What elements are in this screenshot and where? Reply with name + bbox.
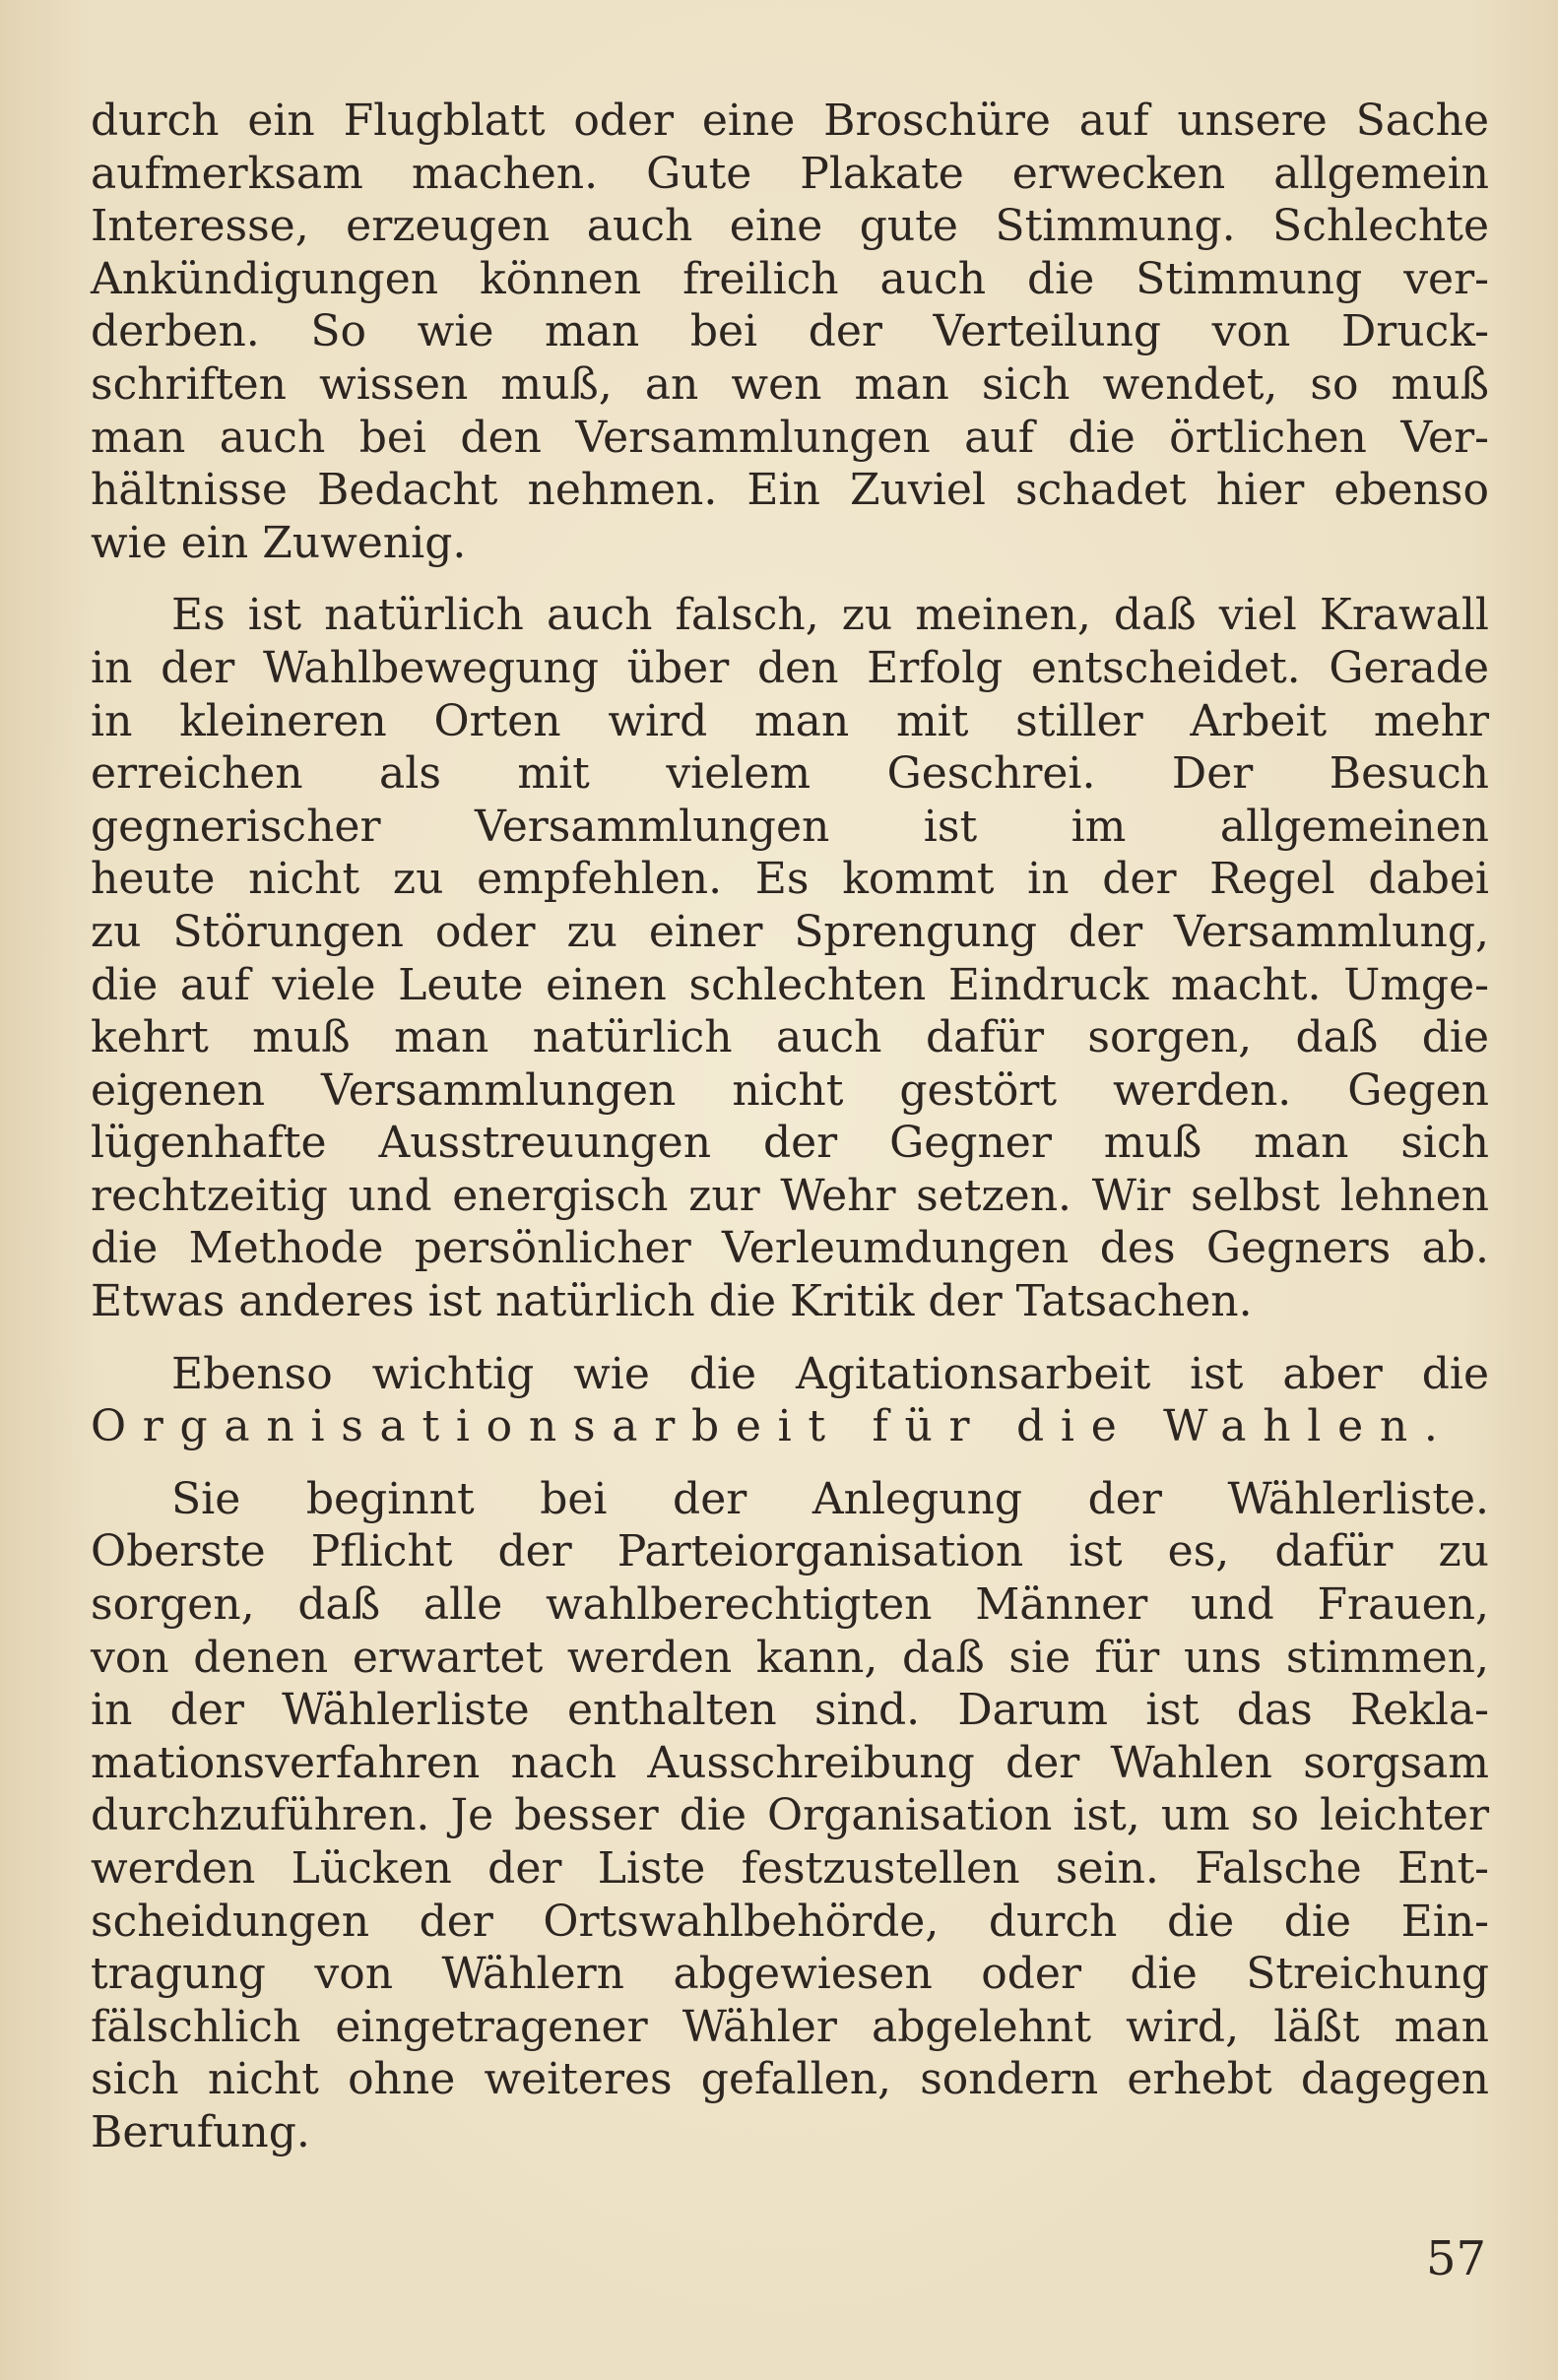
text-line: Interesse, erzeugen auch eine gute Stimmung. Schlechte — [91, 201, 1489, 252]
text-line: in kleineren Orten wird man mit stiller Arbeit mehr — [91, 695, 1489, 746]
text-line: in der Wählerliste enthalten sind. Darum ist das Rekla- — [91, 1685, 1489, 1736]
text-line: hältnisse Bedacht nehmen. Ein Zuviel schadet hier ebenso — [91, 465, 1489, 516]
text-line-spaced-emphasis: gegnerischer Versammlungen ist im allgemeinen — [91, 801, 1489, 852]
text-line: rechtzeitig und energisch zur Wehr setzen. Wir selbst lehnen — [91, 1170, 1489, 1221]
text-line: zu Störungen oder zu einer Sprengung der Versammlung, — [91, 906, 1489, 957]
text-line: sich nicht ohne weiteres gefallen, sondern erhebt dagegen — [91, 2054, 1489, 2105]
text-line: die Methode persönlicher Verleumdungen des Gegners ab. — [91, 1223, 1489, 1274]
text-line: wie ein Zuwenig. — [91, 517, 467, 568]
text-line: aufmerksam machen. Gute Plakate erwecken allgemein — [91, 148, 1489, 199]
text-line: scheidungen der Ortswahlbehörde, durch die die Ein- — [91, 1896, 1489, 1947]
text-line: heute nicht zu empfehlen. Es kommt in der Regel dabei — [91, 854, 1489, 905]
paragraph-organisation — [91, 1348, 1489, 1453]
text-line: in der Wahlbewegung über den Erfolg entscheidet. Gerade — [91, 642, 1489, 693]
text-line-spaced-emphasis: Organisationsarbeit für die Wahlen. — [91, 1401, 1455, 1452]
page-number: 57 — [1426, 2231, 1487, 2286]
text-line: derben. So wie man bei der Verteilung von Druck- — [91, 306, 1489, 357]
text-line: Sie beginnt bei der Anlegung der Wählerliste. — [171, 1473, 1489, 1524]
text-line: werden Lücken der Liste festzustellen sein. Falsche Ent- — [91, 1843, 1489, 1894]
text-line: Es ist natürlich auch falsch, zu meinen, daß viel Krawall — [171, 590, 1489, 641]
text-line: schriften wissen muß, an wen man sich wendet, so muß — [91, 358, 1489, 410]
text-line: durchzuführen. Je besser die Organisation ist, um so leichter — [91, 1790, 1489, 1841]
text-line: mationsverfahren nach Ausschreibung der Wahlen sorgsam — [91, 1737, 1489, 1788]
text-line: lügenhafte Ausstreuungen der Gegner muß man sich — [91, 1118, 1489, 1169]
paragraph-posters-and-meetings — [91, 95, 1489, 569]
text-line: die auf viele Leute einen schlechten Eindruck macht. Umge- — [91, 959, 1489, 1010]
text-line: Etwas anderes ist natürlich die Kritik der Tatsachen. — [91, 1276, 1253, 1327]
paragraph-krawall — [91, 589, 1489, 1327]
text-line: tragung von Wählern abgewiesen oder die Streichung — [91, 1949, 1489, 2000]
text-line: eigenen Versammlungen nicht gestört werden. Gegen — [91, 1064, 1489, 1116]
text-line: von denen erwartet werden kann, daß sie für uns stimmen, — [91, 1632, 1489, 1683]
text-line: fälschlich eingetragener Wähler abgelehnt wird, läßt man — [91, 2001, 1489, 2052]
text-line: Ankündigungen können freilich auch die Stimmung ver- — [91, 253, 1489, 304]
text-line: erreichen als mit vielem Geschrei. Der Besuch — [91, 748, 1489, 800]
text-line: man auch bei den Versammlungen auf die örtlichen Ver- — [91, 412, 1489, 463]
text-line: Berufung. — [91, 2106, 310, 2157]
book-page-text — [91, 95, 1489, 2159]
text-line: sorgen, daß alle wahlberechtigten Männer und Frauen, — [91, 1579, 1489, 1631]
text-line: durch ein Flugblatt oder eine Broschüre auf unsere Sache — [91, 96, 1489, 146]
paragraph-waehlerliste — [91, 1473, 1489, 2159]
text-line: kehrt muß man natürlich auch dafür sorgen, daß die — [91, 1012, 1489, 1063]
text-line: Ebenso wichtig wie die Agitationsarbeit ist aber die — [171, 1348, 1489, 1399]
text-line: Oberste Pflicht der Parteiorganisation ist es, dafür zu — [91, 1526, 1489, 1577]
